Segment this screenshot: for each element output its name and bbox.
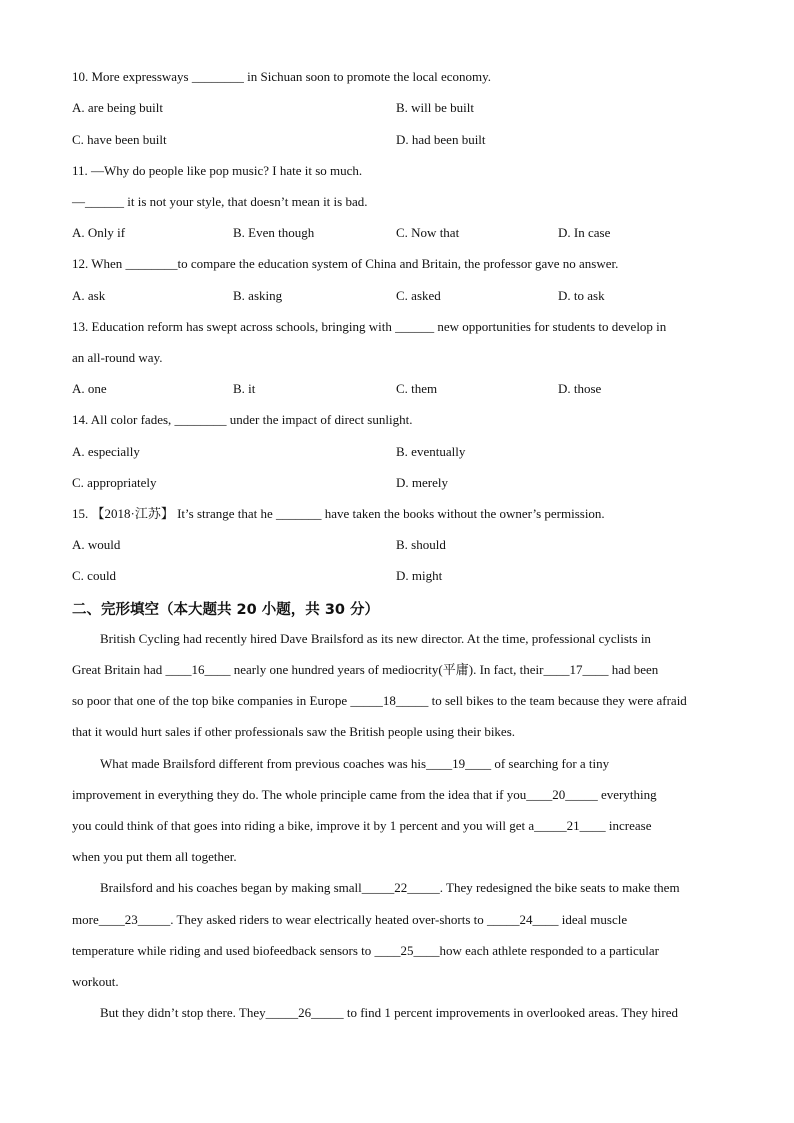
q10-option-b: B. will be built: [396, 100, 474, 115]
q14-option-c: C. appropriately: [72, 475, 157, 490]
q10-option-c: C. have been built: [72, 132, 167, 147]
q10-stem: 10. More expressways ________ in Sichuan soon to promote the local economy.: [72, 69, 492, 84]
passage-line: when you put them all together.: [72, 849, 237, 864]
passage-line: more____23_____. They asked riders to wear electrically heated over-shorts to _____24____ ideal muscle: [72, 912, 628, 927]
q14-stem: 14. All color fades, ________ under the impact of direct sunlight.: [72, 412, 413, 427]
passage-line: improvement in everything they do. The whole principle came from the idea that if you____20_____ everything: [72, 787, 657, 802]
q13-option-a: A. one: [72, 381, 107, 396]
q15-option-b: B. should: [396, 537, 446, 552]
q15-option-c: C. could: [72, 568, 117, 583]
q11-option-d: D. In case: [558, 225, 611, 240]
passage-line: But they didn’t stop there. They_____26_____ to find 1 percent improvements in overlooked areas. They hired: [100, 1005, 679, 1020]
passage-line: What made Brailsford different from previous coaches was his____19____ of searching for a tiny: [100, 756, 610, 771]
q13-option-d: D. those: [558, 381, 602, 396]
q14-option-b: B. eventually: [396, 444, 466, 459]
passage-line: British Cycling had recently hired Dave Brailsford as its new director. At the time, professional cyclists in: [100, 631, 651, 646]
q10-option-a: A. are being built: [72, 100, 163, 115]
section-heading-cloze: 二、完形填空（本大题共 20 小题，共 30 分）: [72, 602, 380, 618]
q15-stem: 15. 【2018·江苏】 It’s strange that he _______ have taken the books without the owner’s permission.: [72, 506, 605, 521]
q11-stem-reply: —______ it is not your style, that doesn’t mean it is bad.: [72, 194, 368, 209]
q12-option-d: D. to ask: [558, 288, 605, 303]
q15-option-a: A. would: [72, 537, 121, 552]
q13-stem-cont: an all-round way.: [72, 350, 163, 365]
q11-option-b: B. Even though: [233, 225, 315, 240]
q11-option-a: A. Only if: [72, 225, 126, 240]
passage-line: so poor that one of the top bike companies in Europe _____18_____ to sell bikes to the team because they were afraid: [72, 693, 687, 708]
q12-option-c: C. asked: [396, 288, 441, 303]
q13-option-c: C. them: [396, 381, 438, 396]
passage-line: you could think of that goes into riding a bike, improve it by 1 percent and you will get a_____21____ increase: [72, 818, 652, 833]
q15-option-d: D. might: [396, 568, 443, 583]
q12-option-a: A. ask: [72, 288, 106, 303]
q13-option-b: B. it: [233, 381, 256, 396]
passage-line: Great Britain had ____16____ nearly one hundred years of mediocrity(平庸). In fact, their____17____ had been: [72, 662, 659, 677]
q14-option-a: A. especially: [72, 444, 140, 459]
q12-stem: 12. When ________to compare the education system of China and Britain, the professor gave no answer.: [72, 256, 619, 271]
q12-option-b: B. asking: [233, 288, 283, 303]
passage-line: temperature while riding and used biofeedback sensors to ____25____how each athlete responded to a particular: [72, 943, 659, 958]
passage-line: that it would hurt sales if other professionals saw the British people using their bikes.: [72, 724, 516, 739]
passage-line: workout.: [72, 974, 119, 989]
q10-option-d: D. had been built: [396, 132, 486, 147]
q11-stem: 11. —Why do people like pop music? I hate it so much.: [72, 163, 363, 178]
q13-stem: 13. Education reform has swept across schools, bringing with ______ new opportunities for students to develop in: [72, 319, 667, 334]
q14-option-d: D. merely: [396, 475, 448, 490]
q11-option-c: C. Now that: [396, 225, 460, 240]
passage-line: Brailsford and his coaches began by making small_____22_____. They redesigned the bike seats to make them: [100, 880, 680, 895]
